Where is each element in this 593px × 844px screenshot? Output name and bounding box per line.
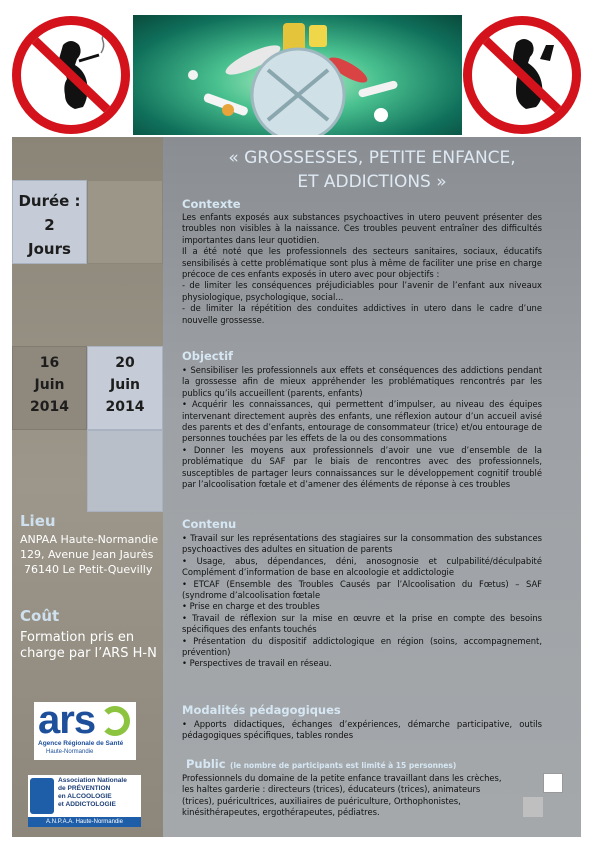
anpaa-logo-mark: [30, 778, 54, 814]
anpaa-logo-band: A.N.P.A.A. Haute-Normandie: [28, 817, 141, 827]
duration-value: 2: [44, 216, 55, 234]
cout-line: charge par l’ARS H-N: [20, 646, 157, 661]
objectif-body: [182, 365, 542, 490]
cout-text: [20, 630, 163, 662]
start-year: 2014: [30, 399, 69, 415]
drugs-pills-banner: [133, 15, 462, 135]
objectif-paragraph: • Donner les moyens aux professionnels d’avoir une vue d’ensemble de la problématique du SAF par le biais de rencontres avec des professionnels, susceptibles de partager leurs connaissances sur le développement cognitif troublé par l’alcoolisation fœtale et d’amener des éléments de réponse à ces troubles: [182, 444, 542, 490]
public-paragraph: Professionnels du domaine de la petite enfance travaillant dans les crèches, les haltes garderie : directeurs (trices), éducateurs (trices), animateurs (trices), puéricultrices, auxiliaires de puériculture, Orthophonistes, kinésithérapeutes, ergothérapeutes, pédiatres.: [182, 773, 502, 818]
contenu-title: Contenu: [182, 517, 237, 531]
contexte-paragraph: - de limiter la répétition des conduites addictives in utero dans le cadre d’une nouvelle grossesse.: [182, 303, 542, 325]
public-body: [182, 773, 502, 819]
modalites-title: Modalités pédagogiques: [182, 703, 341, 717]
contenu-body: [182, 533, 542, 670]
duration-label: Durée :: [18, 192, 81, 210]
modalites-paragraph: • Apports didactiques, échanges d’expériences, démarche participative, outils pédagogiques spécifiques, tables rondes: [182, 719, 542, 741]
contenu-paragraph: • Prise en charge et des troubles: [182, 601, 320, 612]
contexte-body: [182, 212, 542, 326]
ars-logo: [34, 698, 136, 760]
anpaa-line: en ALCOOLOGIE: [58, 793, 112, 800]
lieu-line: 129, Avenue Jean Jaurès: [20, 548, 154, 561]
end-year: 2014: [105, 399, 145, 415]
duration-unit: Jours: [28, 240, 71, 258]
start-date-box: [12, 346, 87, 430]
contexte-title: Contexte: [182, 197, 241, 211]
lieu-title: Lieu: [20, 512, 56, 530]
decorative-square: [543, 773, 563, 793]
anpaa-logo-text: [58, 777, 127, 809]
contenu-paragraph: • Usage, abus, dépendances, déni, anosognosie et culpabilité/déculpabité Complément d’information de base en alcoologie et addictologie: [182, 555, 542, 578]
cout-title: Coût: [20, 607, 60, 625]
anpaa-line: de PRÉVENTION: [58, 785, 111, 792]
contenu-paragraph: • Travail sur les représentations des stagiaires sur la consommation des substances psychoactives des adultes en situation de parents: [182, 533, 542, 555]
decorative-square: [523, 797, 543, 817]
duration-box: [12, 180, 87, 264]
objectif-title: Objectif: [182, 349, 234, 363]
lieu-address: [20, 532, 160, 577]
anpaa-line: Association Nationale: [58, 777, 127, 784]
start-month: Juin: [34, 377, 65, 393]
public-note: (le nombre de participants est limité à 15 personnes): [230, 761, 457, 770]
end-date-box: [87, 346, 163, 430]
objectif-paragraph: • Sensibiliser les professionnels aux effets et conséquences des addictions pendant la grossesse afin de mieux appréhender les problématiques rencontrés par les publics qu’ils accueillent (parents, enfants): [182, 365, 542, 398]
lieu-line: 76140 Le Petit-Quevilly: [24, 563, 153, 576]
contexte-paragraph: - de limiter les conséquences préjudiciables pour l’avenir de l’enfant aux niveaux physiologique, psychologique, social...: [182, 280, 542, 302]
empty-blue-box: [87, 430, 163, 512]
anpaa-logo: [28, 775, 141, 827]
contexte-paragraph: Les enfants exposés aux substances psychoactives in utero peuvent présenter des troubles non visibles à la naissance. Ces troubles peuvent entraîner des difficultés importantes dans leur quotidien.: [182, 212, 542, 245]
contenu-paragraph: • ETCAF (Ensemble des Troubles Causés par l’Alcoolisation du Fœtus) – SAF (syndrome d’alcoolisation fœtale: [182, 578, 542, 601]
contexte-paragraph: Il a été noté que les professionnels des secteurs sanitaires, sociaux, éducatifs sensibilisés à cette problématique sont plus à même de faciliter une prise en charge précoce de ces enfants exposés in utero avec pour objectifs :: [182, 246, 542, 280]
end-month: Juin: [110, 377, 140, 393]
page-title: [163, 146, 581, 194]
public-title: Public: [186, 757, 226, 771]
lieu-line: ANPAA Haute-Normandie: [20, 533, 159, 546]
title-line: ET ADDICTIONS »: [297, 172, 447, 192]
contenu-paragraph: • Perspectives de travail en réseau.: [182, 658, 332, 669]
ars-logo-swoosh: [100, 706, 130, 736]
empty-box: [87, 180, 163, 264]
ars-logo-sub1: Agence Régionale de Santé: [38, 740, 124, 747]
anpaa-line: et ADDICTOLOGIE: [58, 801, 116, 808]
contenu-paragraph: • Présentation du dispositif addictologique en région (soins, accompagnement, prévention): [182, 635, 542, 658]
ars-logo-text: ars: [38, 698, 96, 742]
start-day: 16: [39, 355, 60, 371]
cout-line: Formation pris en: [20, 630, 135, 645]
end-day: 20: [115, 355, 135, 371]
no-alcohol-pregnant-icon: [463, 16, 581, 134]
ars-logo-sub2: Haute-Normandie: [46, 749, 94, 755]
title-line: « GROSSESSES, PETITE ENFANCE,: [228, 148, 516, 168]
no-smoking-pregnant-icon: [12, 16, 130, 134]
modalites-body: [182, 719, 542, 742]
contenu-paragraph: • Travail de réflexion sur la mise en œuvre et la prise en compte des besoins spécifiques des enfants touchés: [182, 612, 542, 635]
public-header: [186, 755, 456, 773]
objectif-paragraph: • Acquérir les connaissances, qui permettent d’impulser, au niveau des équipes intervenant directement auprès des enfants, une réflexion autour d’un accueil avisé des parents et des d’enfants, entourage de consommateur (trice) et/ou entourage de personnes touchées par les effets de la ou des consommations: [182, 399, 542, 444]
